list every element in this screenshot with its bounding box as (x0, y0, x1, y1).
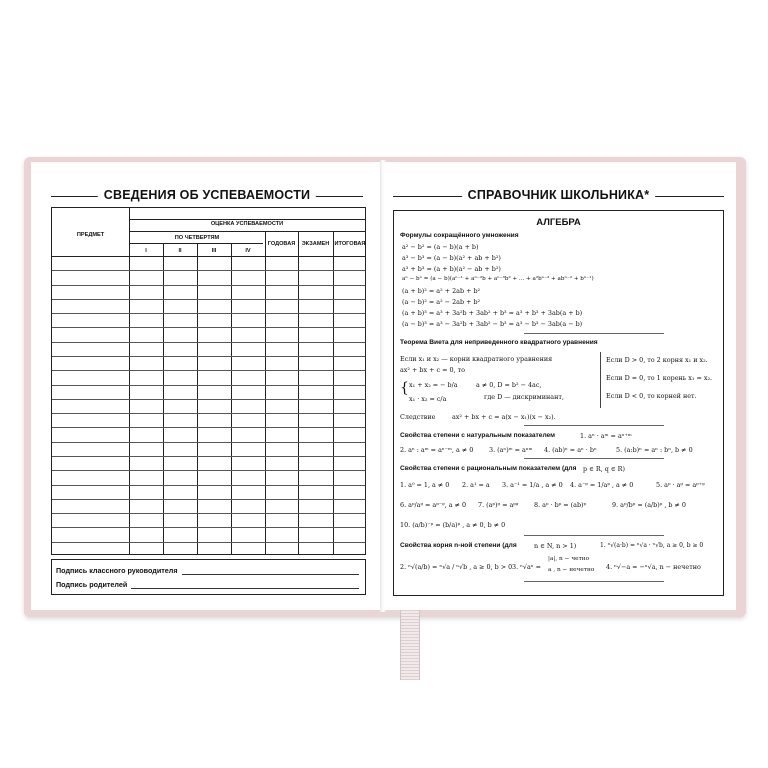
rational-prop: 3. a⁻¹ = 1/a , a ≠ 0 (502, 481, 563, 489)
root-prop: 4. ⁿ√−a = −ⁿ√a, n − нечетно (606, 563, 701, 571)
left-page (31, 162, 381, 610)
right-page (384, 162, 736, 610)
rational-prop: 1. a⁰ = 1, a ≠ 0 (400, 481, 450, 489)
divider (524, 581, 664, 582)
vieta-case: Если D = 0, то 1 корень x₁ = x₂. (606, 374, 713, 382)
vieta-corollary: ax² + bx + c = a(x − x₁)(x − x₂). (452, 413, 556, 421)
grades-header: ОЦЕНКА УСПЕВАЕМОСТИ (210, 221, 284, 227)
section-title: АЛГЕБРА (536, 217, 581, 228)
rational-prop: 4. a⁻ᵖ = 1/aᵖ , a ≠ 0 (570, 481, 634, 489)
abbrev-line: a³ + b³ = (a + b)(a² − ab + b²) (402, 265, 501, 273)
divider (524, 458, 664, 459)
root-case: a , n − нечетно (548, 567, 595, 573)
rational-prop: 5. aᵖ · aᵍ = aᵖ⁺ᵍ (656, 481, 705, 489)
vieta-prod: x₁ · x₂ = c/a (409, 395, 447, 403)
table-column-line (129, 208, 130, 554)
quarter-3: III (211, 248, 217, 254)
table-column-line (298, 231, 299, 554)
divider (524, 535, 664, 536)
rational-prop: 2. a¹ = a (462, 481, 490, 489)
quarter-2: II (178, 248, 182, 254)
natural-title: Свойства степени с натуральным показателем (400, 432, 556, 439)
table-column-line (265, 231, 266, 554)
final-header: ИТОГОВАЯ (334, 241, 366, 247)
abbrev-line: (a + b)² = a² + 2ab + b² (402, 287, 481, 295)
table-row (52, 527, 365, 528)
abbrev-line: (a − b)² = a² − 2ab + b² (402, 298, 481, 306)
natural-prop: 2. aⁿ : aᵐ = aⁿ⁻ᵐ, a ≠ 0 (400, 446, 474, 454)
divider (524, 425, 664, 426)
table-row (52, 470, 365, 471)
table-row (52, 399, 365, 400)
natural-prop: 5. (a:b)ⁿ = aⁿ : bⁿ, b ≠ 0 (616, 446, 693, 454)
exam-header: ЭКЗАМЕН (301, 241, 330, 247)
parents-signature-line[interactable] (56, 580, 359, 590)
rational-prop: 10. (a/b)⁻ᵖ = (b/a)ᵖ , a ≠ 0, b ≠ 0 (400, 521, 506, 529)
roots-title: Свойства корня n-ной степени (для (400, 542, 517, 549)
rational-prop: 6. aᵖ/aᵍ = aᵖ⁻ᵍ, a ≠ 0 (400, 501, 467, 509)
table-row (52, 356, 365, 357)
table-header-line (129, 231, 263, 232)
table-row (52, 499, 365, 500)
root-case: |a|, n − четно (548, 556, 590, 562)
vieta-title: Теорема Виета для неприведенного квадратного уравнения (400, 339, 598, 346)
brace-icon: { (400, 380, 409, 396)
right-page-header (393, 190, 724, 202)
vieta-case: Если D > 0, то 2 корня x₁ и x₂. (606, 356, 708, 364)
teacher-signature-line[interactable] (56, 566, 359, 576)
table-row (52, 342, 365, 343)
table-row (52, 413, 365, 414)
vieta-cond2: где D — дискриминант, (484, 393, 564, 401)
bookmark-ribbon (400, 608, 420, 680)
root-prop: 3. ⁿ√aⁿ = (512, 563, 541, 571)
vieta-line2: ax² + bx + c = 0, то (400, 366, 466, 374)
quarter-1: I (145, 248, 147, 254)
rational-title: Свойства степени с рациональным показателем (для (400, 465, 577, 472)
vieta-line1: Если x₁ и x₂ — корни квадратного уравнения (400, 355, 553, 363)
table-row (52, 513, 365, 514)
quarter-4: IV (245, 248, 251, 254)
rational-prop: 8. aᵖ · bᵖ = (ab)ᵖ (534, 501, 587, 509)
root-prop: 1. ⁿ√(a·b) = ⁿ√a · ⁿ√b, a ≥ 0, b ≥ 0 (600, 542, 704, 549)
left-page-title: СВЕДЕНИЯ ОБ УСПЕВАЕМОСТИ (98, 188, 316, 202)
table-header-line (129, 243, 263, 244)
year-header: ГОДОВАЯ (267, 241, 296, 247)
abbrev-line: a² − b² = (a − b)(a + b) (402, 243, 479, 251)
table-row (52, 285, 365, 286)
table-column-line (333, 231, 334, 554)
abbrev-line: aⁿ − bⁿ = (a − b)(aⁿ⁻¹ + aⁿ⁻²b + aⁿ⁻³b² + ... + a²bⁿ⁻³ + abⁿ⁻² + bⁿ⁻¹) (402, 276, 594, 282)
right-page-title: СПРАВОЧНИК ШКОЛЬНИКА* (462, 188, 656, 202)
rational-prop: 7. (aᵖ)ᵍ = aᵖᵍ (478, 501, 519, 509)
vieta-case: Если D < 0, то корней нет. (606, 392, 697, 400)
table-row (52, 327, 365, 328)
vieta-corollary-label: Следствие (400, 413, 436, 421)
left-page-header (51, 190, 363, 202)
reference-box (393, 210, 724, 596)
natural-prop: 3. (aⁿ)ᵐ = aⁿᵐ (489, 446, 533, 454)
rational-prop: 9. aᵖ/bᵖ = (a/b)ᵖ , b ≠ 0 (612, 501, 686, 509)
vieta-divider (600, 352, 601, 408)
signatures-box (51, 559, 366, 595)
parents-signature-label: Подпись родителей (56, 580, 128, 589)
vieta-sum: x₁ + x₂ = − b/a (409, 381, 458, 389)
table-row (52, 385, 365, 386)
table-row (52, 370, 365, 371)
table-row (52, 313, 365, 314)
quarters-header: ПО ЧЕТВЕРТЯМ (174, 235, 220, 241)
roots-title-math: n ∈ N, n > 1) (534, 542, 577, 550)
abbrev-line: (a + b)³ = a³ + 3a²b + 3ab² + b³ = a³ + b³ + 3ab(a + b) (402, 309, 583, 317)
vieta-cond1: a ≠ 0, D = b² − 4ac, (476, 381, 542, 389)
table-row (52, 485, 365, 486)
teacher-signature-label: Подпись классного руководителя (56, 566, 178, 575)
root-prop: 2. ⁿ√(a/b) = ⁿ√a / ⁿ√b , a ≥ 0, b > 0 (400, 563, 513, 571)
abbrev-line: a³ − b³ = (a − b)(a² + ab + b²) (402, 254, 501, 262)
subject-header: ПРЕДМЕТ (76, 232, 105, 238)
table-row (52, 270, 365, 271)
table-header-line (129, 219, 365, 220)
grades-table (51, 207, 366, 555)
table-row (52, 456, 365, 457)
rational-title-math: p ∈ R, q ∈ R) (583, 465, 625, 473)
table-row (52, 427, 365, 428)
abbrev-line: (a − b)³ = a³ − 3a²b + 3ab² − b³ = a³ − b³ − 3ab(a − b) (402, 320, 583, 328)
table-header-line (52, 256, 365, 257)
divider (524, 333, 664, 334)
abbrev-title: Формулы сокращённого умножения (400, 232, 519, 239)
natural-prop: 1. aⁿ · aᵐ = aⁿ⁺ᵐ (580, 432, 632, 440)
table-row (52, 442, 365, 443)
natural-prop: 4. (ab)ⁿ = aⁿ · bⁿ (544, 446, 597, 454)
table-row (52, 542, 365, 543)
table-row (52, 299, 365, 300)
